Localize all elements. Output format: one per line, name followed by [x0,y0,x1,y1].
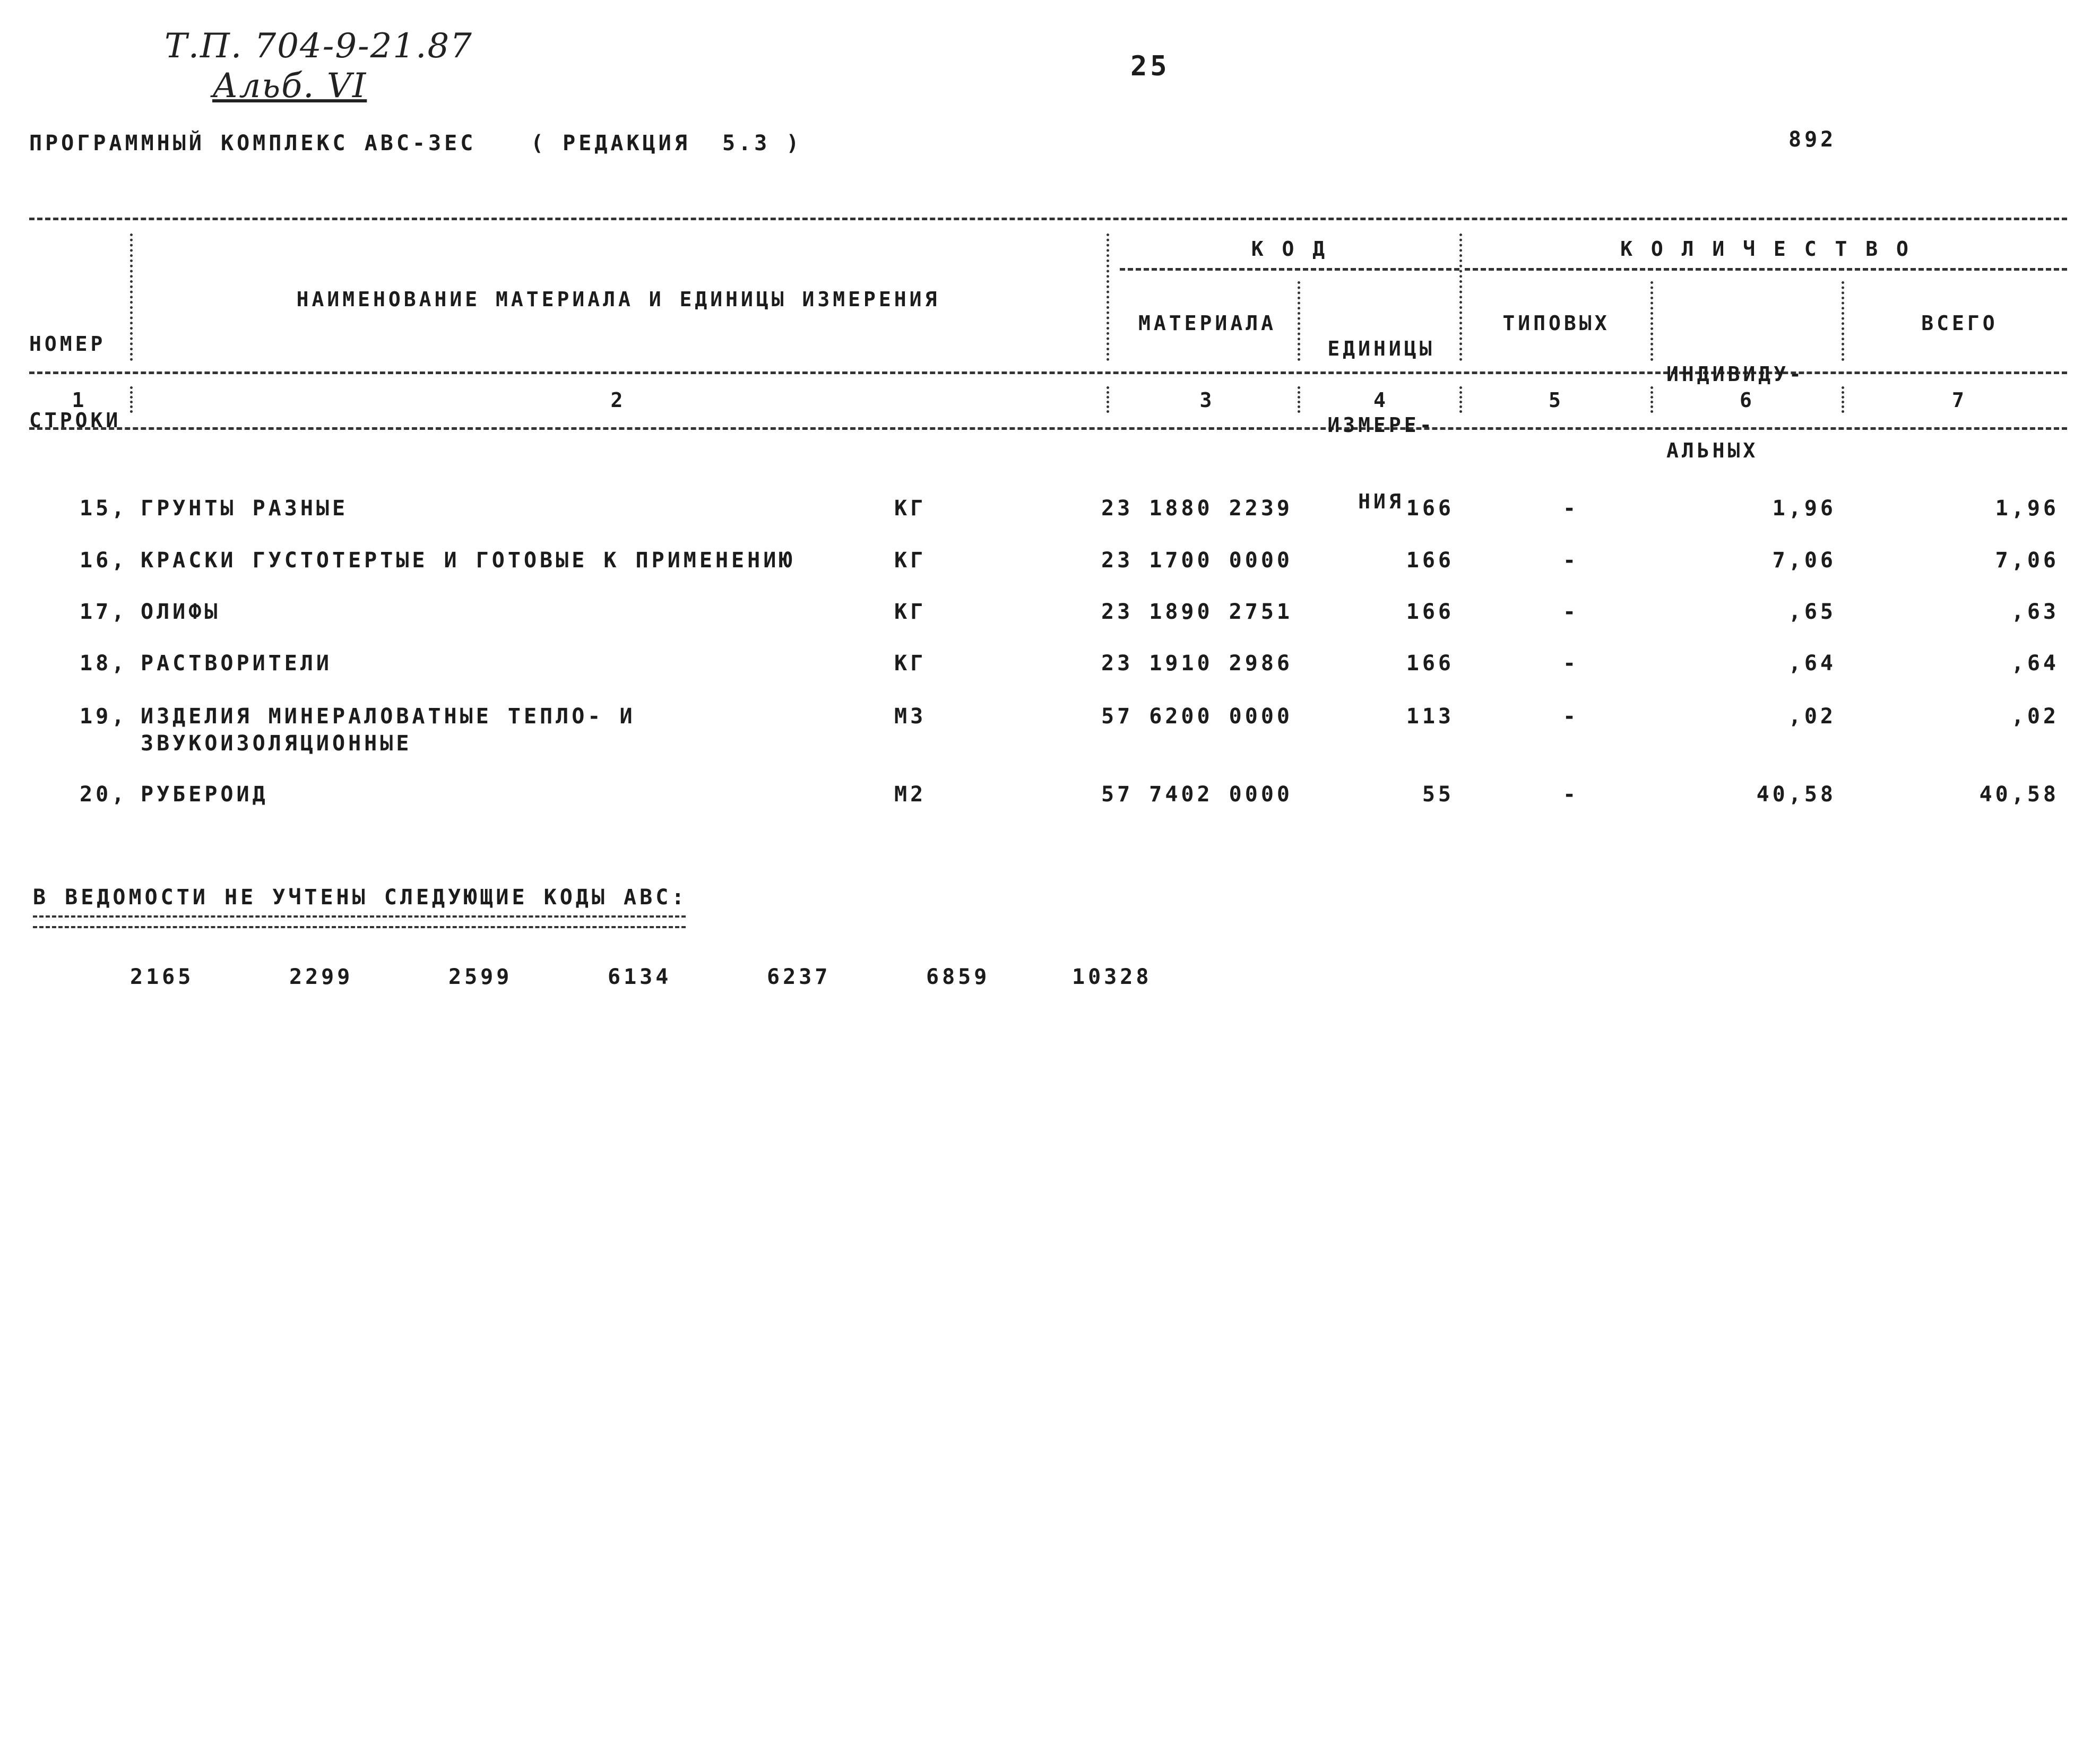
qty-typical: - [1562,782,1579,807]
qty-typical: - [1562,548,1579,573]
qty-individual: 1,96 [1772,496,1836,521]
header-separator [130,234,133,361]
unaccounted-code: 10328 [1072,965,1152,989]
unit: КГ [894,548,927,573]
number-row-separator [130,386,133,413]
column-number: 7 [1952,388,1967,412]
unit-code: 166 [1406,548,1454,573]
header-material-name: НАИМЕНОВАНИЕ МАТЕРИАЛА И ЕДИНИЦЫ ИЗМЕРЕНИЯ [296,288,940,311]
header-qty-typical: ТИПОВЫХ [1502,312,1610,335]
header-separator [1650,281,1653,361]
qty-typical: - [1562,496,1579,521]
qty-individual: ,65 [1788,600,1836,624]
unaccounted-code: 6134 [608,965,672,989]
material-code: 23 1700 0000 [1101,548,1293,573]
header-qty-total: ВСЕГО [1921,312,1998,335]
material-code: 57 6200 0000 [1101,704,1293,729]
column-number: 1 [72,388,88,412]
qty-total: 7,06 [1995,548,2059,573]
number-row-separator [1650,386,1653,413]
material-name: ГРУНТЫ РАЗНЫЕ [141,496,349,521]
qty-typical: - [1562,600,1579,624]
unit-code: 113 [1406,704,1454,729]
qty-individual: ,64 [1788,651,1836,676]
material-code: 23 1910 2986 [1101,651,1293,676]
number-row-separator [1459,386,1462,413]
qty-typical: - [1562,651,1579,676]
header-qty-individual: ИНДИВИДУ- АЛЬНЫХ [1666,362,1804,462]
program-title: ПРОГРАММНЫЙ КОМПЛЕКС АВС-3ЕС [29,131,477,155]
material-name-continued: ЗВУКОИЗОЛЯЦИОННЫЕ [141,731,412,756]
material-code: 23 1880 2239 [1101,496,1293,521]
number-row-separator [1107,386,1109,413]
qty-individual: ,02 [1788,704,1836,729]
column-number: 3 [1199,388,1215,412]
header-row-number: НОМЕР СТРОКИ [29,332,122,432]
qty-individual: 40,58 [1756,782,1836,807]
note-double-underline [33,915,686,928]
qty-total: ,02 [2011,704,2059,729]
row-number: 16, [80,548,128,573]
unaccounted-code: 2165 [130,965,194,989]
handwritten-project-code: Т.П. 704-9-21.87 [165,27,473,66]
unit-code: 166 [1406,600,1454,624]
unaccounted-code: 2299 [289,965,353,989]
number-row-separator [1298,386,1300,413]
edition-label: ( РЕДАКЦИЯ 5.3 ) [531,131,802,155]
header-code-material: МАТЕРИАЛА [1138,312,1276,335]
unit: КГ [894,496,927,521]
unit: М2 [894,782,927,807]
material-code: 57 7402 0000 [1101,782,1293,807]
number-row-separator [1842,386,1844,413]
unit-code: 166 [1406,651,1454,676]
qty-subheader-rule [1465,268,2067,271]
unaccounted-code: 2599 [448,965,513,989]
code-subheader-rule [1120,268,1459,271]
header-code-group: К О Д [1251,237,1328,261]
material-name: РАСТВОРИТЕЛИ [141,651,332,676]
unit-code: 55 [1422,782,1454,807]
qty-total: 40,58 [1979,782,2059,807]
unit: М3 [894,704,927,729]
header-separator [1107,234,1109,361]
unaccounted-code: 6237 [767,965,831,989]
qty-total: ,63 [2011,600,2059,624]
column-number: 6 [1740,388,1755,412]
page-number: 25 [1130,50,1170,82]
sheet-number: 892 [1788,127,1837,152]
material-name: РУБЕРОИД [141,782,269,807]
header-separator [1842,281,1844,361]
row-number: 15, [80,496,128,521]
qty-individual: 7,06 [1772,548,1836,573]
qty-total: 1,96 [1995,496,2059,521]
material-name: ИЗДЕЛИЯ МИНЕРАЛОВАТНЫЕ ТЕПЛО- И [141,704,636,729]
row-number: 17, [80,600,128,624]
material-name: ОЛИФЫ [141,600,221,624]
row-number: 20, [80,782,128,807]
qty-total: ,64 [2011,651,2059,676]
unaccounted-code: 6859 [926,965,990,989]
unaccounted-codes-note: В ВЕДОМОСТИ НЕ УЧТЕНЫ СЛЕДУЮЩИЕ КОДЫ АВС: [33,885,688,910]
table-top-rule [29,218,2067,220]
row-number: 18, [80,651,128,676]
qty-typical: - [1562,704,1579,729]
header-separator [1459,234,1462,361]
unit: КГ [894,651,927,676]
column-number: 2 [610,388,626,412]
row-number: 19, [80,704,128,729]
header-code-unit: ЕДИНИЦЫ ИЗМЕРЕ- НИЯ [1327,337,1435,513]
header-separator [1298,281,1300,361]
handwritten-album-number: Альб. VI [212,66,367,106]
header-quantity-group: К О Л И Ч Е С Т В О [1620,237,1912,261]
material-code: 23 1890 2751 [1101,600,1293,624]
unit-code: 166 [1406,496,1454,521]
column-number: 5 [1549,388,1564,412]
material-name: КРАСКИ ГУСТОТЕРТЫЕ И ГОТОВЫЕ К ПРИМЕНЕНИЮ [141,548,796,573]
column-number: 4 [1373,388,1389,412]
unit: КГ [894,600,927,624]
